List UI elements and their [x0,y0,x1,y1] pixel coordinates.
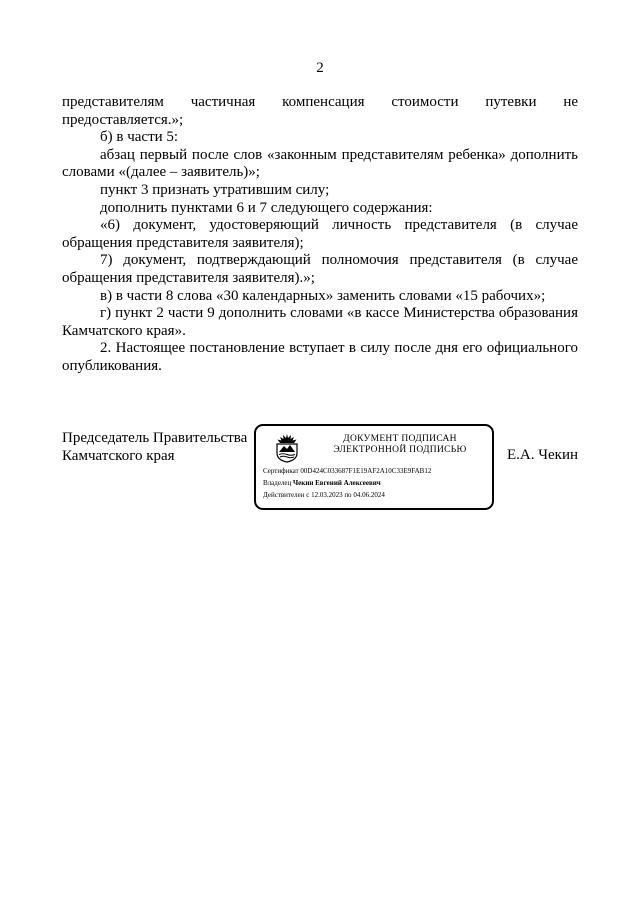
paragraph-continuation-end: предоставляется.»; [62,111,184,128]
electronic-signature-stamp [254,424,494,510]
stamp-title [312,434,488,456]
stamp-title-line2: ЭЛЕКТРОННОЙ ПОДПИСЬЮ [333,445,467,455]
stamp-validity-to: 04.06.2024 [353,491,385,499]
signatory-position [62,430,247,465]
stamp-certificate-label: Сертификат [263,467,299,475]
subclause-v: в) в части 8 слова «30 календарных» заменить словами «15 рабочих»; [100,287,546,304]
page-number: 2 [316,60,324,76]
stamp-certificate [263,467,431,476]
signatory-position-line2: Камчатского края [62,447,175,464]
stamp-title-line1: ДОКУМЕНТ ПОДПИСАН [343,434,457,444]
new-item-6: «6) документ, удостоверяющий личность представителя (в случае обращения представителя заявителя); [62,217,578,251]
stamp-validity [263,491,385,500]
amendment-item-3: пункт 3 признать утратившим силу; [100,181,330,198]
paragraph-continuation: представителям частичная компенсация стоимости путевки не [62,94,578,110]
stamp-owner [263,479,381,488]
amendment-paragraph-first: абзац первый после слов «законным представителям ребенка» дополнить словами «(далее – заявитель)»; [62,146,578,181]
new-item-7: 7) документ, подтверждающий полномочия представителя (в случае обращения представителя заявителя).»; [62,252,578,286]
document-body [62,94,578,376]
signatory-position-line1: Председатель Правительства [62,430,248,446]
stamp-validity-label: Действителен [263,491,305,499]
clause-2: 2. Настоящее постановление вступает в силу после дня его официального опубликования. [62,340,578,374]
signatory-name: Е.А. Чекин [507,447,578,463]
stamp-validity-from-word: с [306,491,310,499]
stamp-certificate-value: 00D424C033687F1E19AF2A10C33E9FAB12 [300,467,432,475]
stamp-owner-label: Владелец [263,479,292,487]
amendment-add-items: дополнить пунктами 6 и 7 следующего содержания: [100,199,433,216]
stamp-validity-from: 12.03.2023 [311,491,343,499]
subclause-g: г) пункт 2 части 9 дополнить словами «в кассе Министерства образования Камчатского края». [62,305,578,339]
stamp-owner-value: Чекин Евгений Алексеевич [293,479,381,487]
subclause-b: б) в части 5: [100,129,179,146]
stamp-validity-to-word: по [344,491,352,499]
kamchatka-emblem-icon [274,433,300,463]
